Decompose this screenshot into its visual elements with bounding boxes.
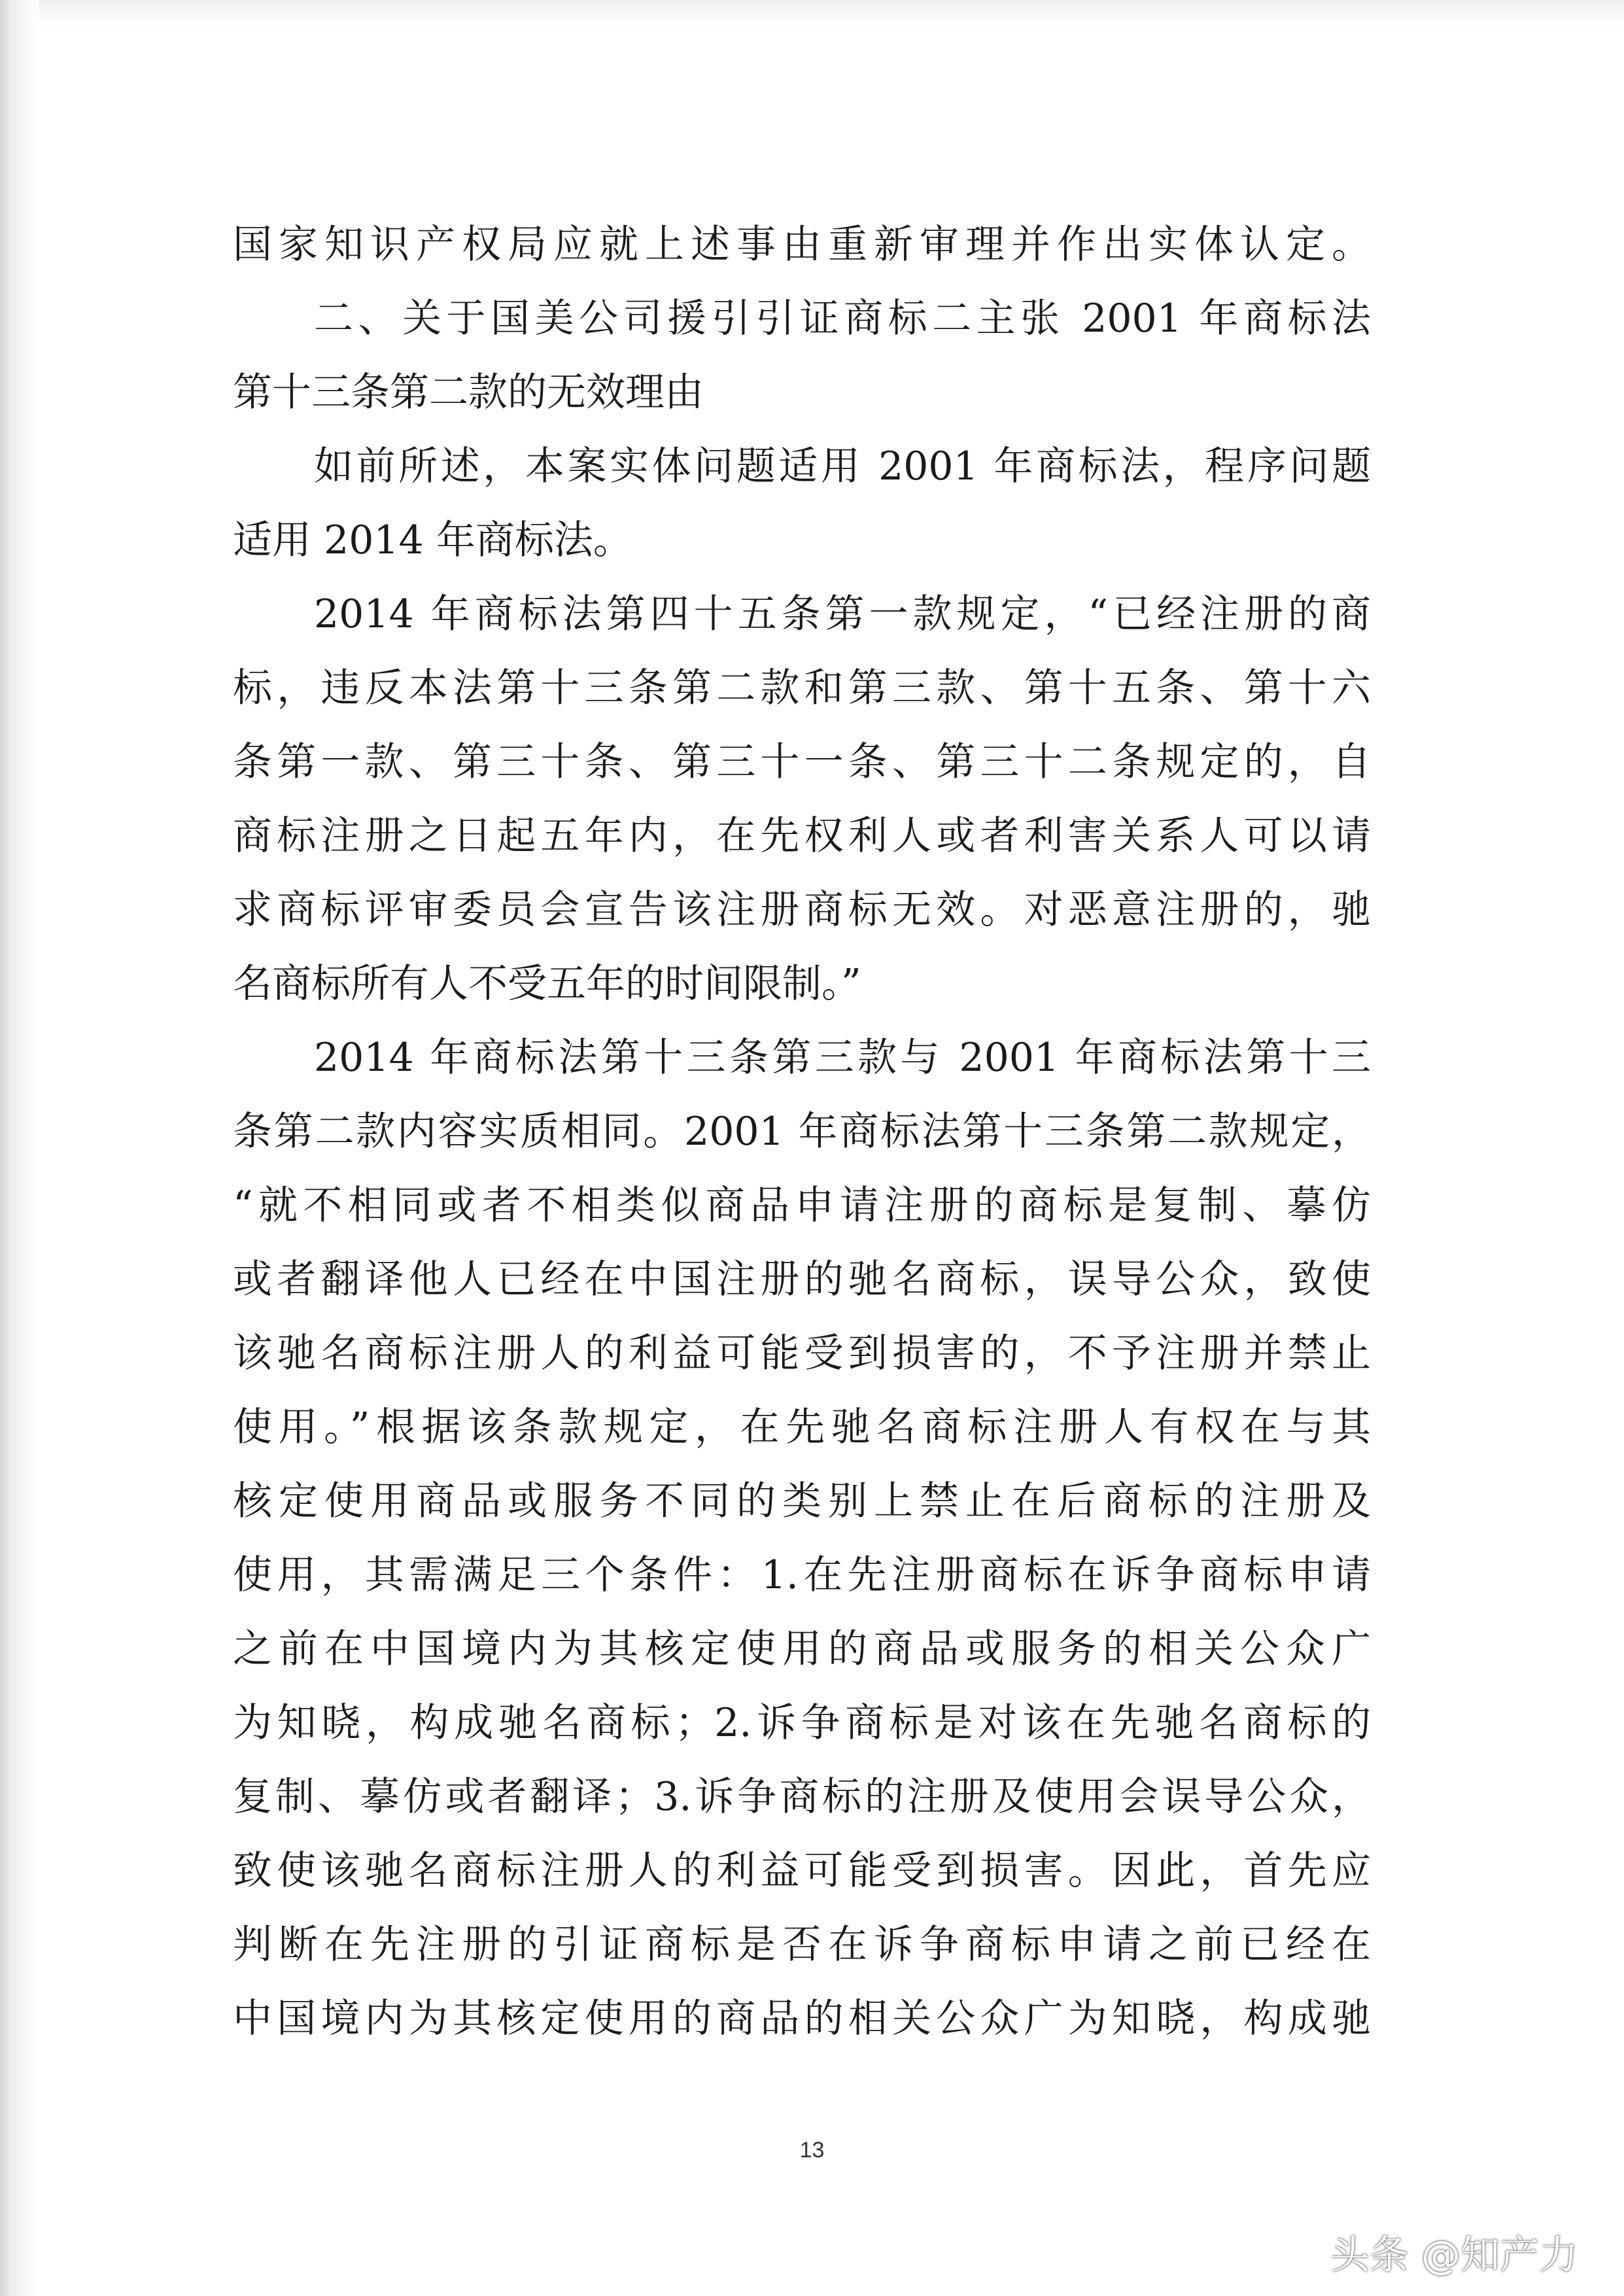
text-line: 二、关于国美公司援引引证商标二主张 2001 年商标法 <box>314 296 1371 341</box>
text-line: 国家知识产权局应就上述事由重新审理并作出实体认定。 <box>233 222 1371 268</box>
text-line: 中国境内为其核定使用的商品的相关公众广为知晓，构成驰 <box>233 1996 1371 2042</box>
text-line: 2014 年商标法第十三条第三款与 2001 年商标法第十三 <box>314 1035 1371 1081</box>
text-line: 第十三条第二款的无效理由 <box>233 370 704 415</box>
page-number: 13 <box>799 2138 825 2163</box>
text-line: 该驰名商标注册人的利益可能受到损害的，不予注册并禁止 <box>233 1331 1371 1376</box>
text-line: 使用，其需满足三个条件：1.在先注册商标在诉争商标申请 <box>233 1552 1371 1598</box>
text-line: 2014 年商标法第四十五条第一款规定，“已经注册的商 <box>314 591 1371 637</box>
text-line: 之前在中国境内为其核定使用的商品或服务的相关公众广 <box>233 1626 1371 1672</box>
text-line: 条第一款、第三十条、第三十一条、第三十二条规定的，自 <box>233 739 1371 785</box>
text-line: 商标注册之日起五年内，在先权利人或者利害关系人可以请 <box>233 813 1371 859</box>
text-line: 复制、摹仿或者翻译；3.诉争商标的注册及使用会误导公众， <box>233 1774 1371 1820</box>
text-line: 求商标评审委员会宣告该注册商标无效。对恶意注册的，驰 <box>233 887 1371 933</box>
text-line: 核定使用商品或服务不同的类别上禁止在后商标的注册及 <box>233 1478 1371 1524</box>
text-line: 如前所述，本案实体问题适用 2001 年商标法，程序问题 <box>314 444 1371 489</box>
text-line: 为知晓，构成驰名商标；2.诉争商标是对该在先驰名商标的 <box>233 1700 1371 1746</box>
text-line: 标，违反本法第十三条第二款和第三款、第十五条、第十六 <box>233 665 1371 711</box>
text-line: 或者翻译他人已经在中国注册的驰名商标，误导公众，致使 <box>233 1257 1371 1302</box>
text-line: 判断在先注册的引证商标是否在诉争商标申请之前已经在 <box>233 1922 1371 1968</box>
text-line: 使用。”根据该条款规定，在先驰名商标注册人有权在与其 <box>233 1404 1371 1450</box>
text-line: 致使该驰名商标注册人的利益可能受到损害。因此，首先应 <box>233 1848 1371 1894</box>
scan-left-edge <box>0 0 39 2296</box>
text-line: 适用 2014 年商标法。 <box>233 517 632 563</box>
text-line: “就不相同或者不相类似商品申请注册的商标是复制、摹仿 <box>233 1183 1371 1228</box>
document-body <box>233 208 1371 2056</box>
source-watermark: 头条 @知产力 <box>1330 2233 1578 2278</box>
text-line: 条第二款内容实质相同。2001 年商标法第十三条第二款规定， <box>233 1109 1371 1155</box>
text-line: 名商标所有人不受五年的时间限制。” <box>233 961 861 1007</box>
scan-top-shading <box>0 0 1624 26</box>
